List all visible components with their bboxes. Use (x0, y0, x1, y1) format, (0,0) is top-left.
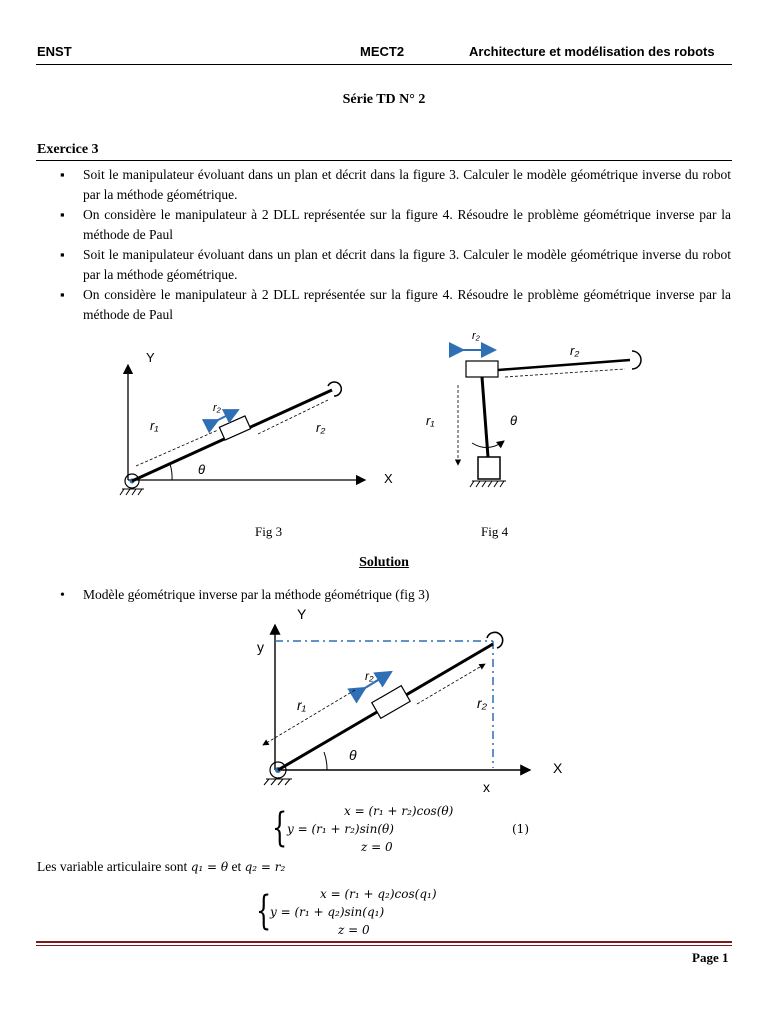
exercise-item-4: On considère le manipulateur à 2 DLL représentée sur la figure 4. Résoudre le problème géométrique inverse par la méthode de Paul (83, 287, 731, 322)
ground-hatch (120, 489, 144, 495)
fig4-slider (466, 361, 498, 377)
sol-ground-hatch (264, 779, 292, 785)
header-center: MECT2 (360, 44, 405, 59)
fig4-r2-top-label: r₂ (472, 330, 480, 342)
sol-r2-top-label: r₂ (365, 669, 374, 683)
exercise-heading: Exercice 3 (37, 142, 99, 157)
sol-theta-arc (324, 752, 327, 770)
footer-rule-top (36, 941, 732, 943)
articular-q1: q₁ = θ (190, 860, 229, 874)
fig4-vertical-link (482, 377, 488, 457)
x-axis-label: X (384, 471, 393, 486)
system1-line1: x = (r₁ + r₂)cos(θ) (344, 804, 454, 818)
figure-3-diagram (100, 340, 400, 500)
exercise-item-2: On considère le manipulateur à 2 DLL représentée sur la figure 4. Résoudre le problème géométrique inverse par la méthode de Paul (83, 207, 731, 242)
bullet-marker: ▪ (60, 167, 65, 182)
prismatic-slider (219, 416, 250, 440)
header-left: ENST (37, 44, 72, 59)
exercise-rule (36, 160, 732, 161)
solution-heading: Solution (359, 555, 409, 570)
articular-q2: q₂ = r₂ (244, 860, 286, 874)
sol-X-label: X (553, 760, 563, 776)
sol-Y-label: Y (297, 606, 307, 622)
sol-prismatic-slider (372, 686, 410, 719)
bullet-marker: ▪ (60, 207, 65, 222)
fig4-r2-label: r₂ (570, 343, 580, 358)
system1-line2: y = (r₁ + r₂)sin(θ) (287, 822, 394, 836)
exercise-item-1: Soit le manipulateur évoluant dans un plan et décrit dans la figure 3. Calculer le modèle géométrique inverse du robot par la méthode géométrique. (83, 167, 731, 202)
header-rule (36, 64, 732, 65)
bullet-marker: ▪ (60, 247, 65, 262)
gripper-icon (328, 382, 341, 396)
exercise-item-3: Soit le manipulateur évoluant dans un plan et décrit dans la figure 3. Calculer le modèle géométrique inverse du robot par la méthode géométrique. (83, 247, 731, 282)
page-title: Série TD N° 2 (342, 92, 426, 107)
system2-brace: { (256, 888, 272, 934)
theta-arc (170, 464, 172, 480)
articular-variables-line (37, 859, 285, 875)
articular-prefix: Les variable articulaire sont (37, 859, 188, 874)
articular-and: et (231, 859, 242, 874)
page-number: Page 1 (692, 950, 729, 965)
fig4-ground-hatch (470, 481, 506, 487)
figure-4-caption: Fig 4 (481, 524, 509, 539)
footer-rule-bottom (36, 945, 732, 946)
r1-label: r₁ (150, 418, 159, 433)
r2-arrow (218, 410, 238, 420)
theta-label: θ (198, 462, 206, 477)
figure-3-caption: Fig 3 (255, 524, 283, 539)
system2-line3: z = 0 (338, 923, 370, 937)
bullet-marker: ▪ (60, 287, 65, 302)
r2-top-label: r₂ (213, 402, 221, 414)
fig4-horizontal-link (498, 360, 630, 370)
system1-number: (1) (512, 822, 529, 836)
system2-line1: x = (r₁ + q₂)cos(q₁) (320, 887, 437, 901)
header-right: Architecture et modélisation des robots (469, 44, 715, 59)
sol-r1-dim (263, 690, 355, 745)
solution-figure-diagram (245, 600, 575, 800)
solution-bullet: Modèle géométrique inverse par la méthode géométrique (fig 3) (83, 587, 430, 602)
system1-brace: { (272, 805, 288, 851)
sol-r1-label: r₁ (297, 697, 307, 713)
fig4-r1-label: r₁ (426, 413, 435, 428)
figure-4-diagram (410, 325, 660, 500)
sol-x-label: x (483, 779, 490, 795)
r2-label: r₂ (316, 420, 326, 435)
bullet-marker: • (60, 588, 65, 603)
system2-line2: y = (r₁ + q₂)sin(q₁) (270, 905, 385, 919)
fig4-base-cylinder (478, 457, 500, 479)
fig4-gripper-icon (632, 351, 641, 369)
sol-theta-label: θ (349, 747, 357, 763)
y-axis-label: Y (146, 350, 155, 365)
sol-r2-label: r₂ (477, 695, 488, 711)
sol-y-label: y (257, 639, 264, 655)
fig4-r2-dim (505, 369, 625, 377)
fig4-theta-label: θ (510, 413, 518, 428)
system1-line3: z = 0 (361, 840, 393, 854)
